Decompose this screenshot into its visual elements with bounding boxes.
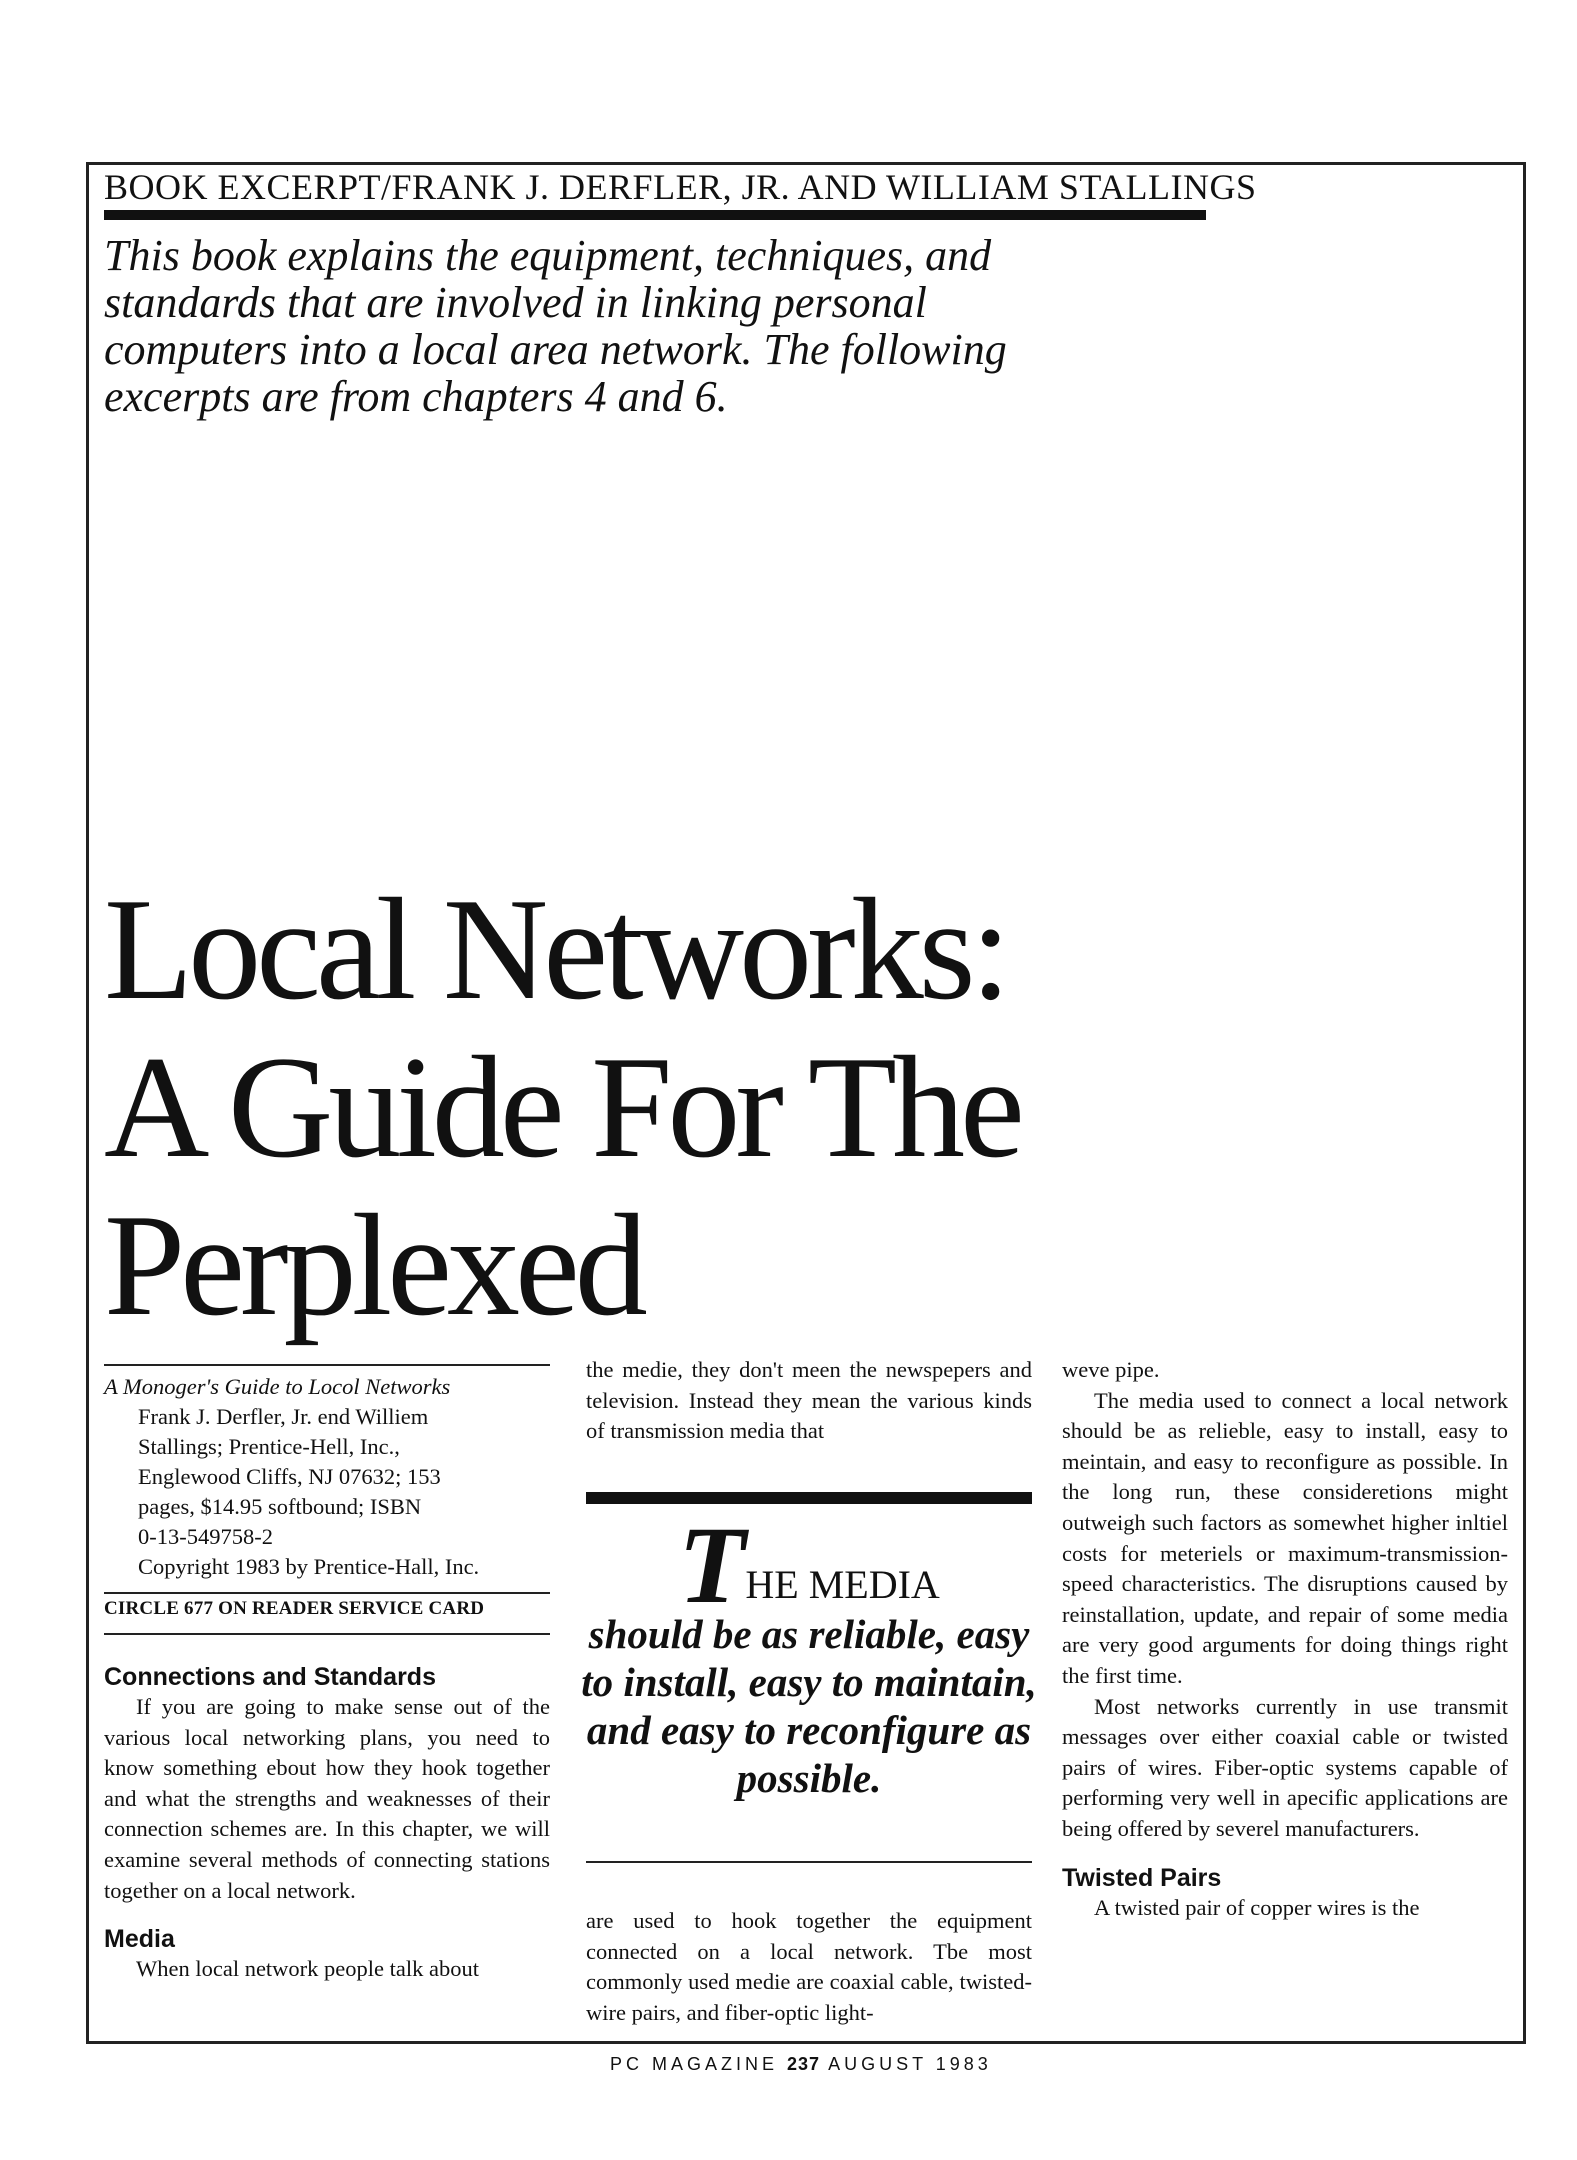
headline-line-2: A Guide For The [104, 1026, 1020, 1188]
headline-line-3: Perplexed [104, 1184, 643, 1346]
section-heading: Media [104, 1925, 175, 1954]
dek: This book explains the equipment, techniques, and standards that are involved in linking personal computers into a local area network. The following excerpts are from chapters 4 and 6. [104, 231, 1007, 421]
section-heading: Twisted Pairs [1062, 1863, 1222, 1892]
body-paragraph: If you are going to make sense out of the various local networking plans, you need to know something ebout how they hook together and what the strengths and weaknesses of their connection schemes are. In this chapter, we will examine several methods of connecting stations together on a local network. [104, 1694, 550, 1903]
book-info-line: Stallings; Prentice-Hell, Inc., [138, 1434, 400, 1459]
section-heading: Connections and Standards [104, 1663, 436, 1691]
magazine-name: PC MAGAZINE [610, 2054, 779, 2074]
book-info-line: Englewood Cliffs, NJ 07632; 153 [138, 1464, 441, 1489]
headline [104, 870, 1020, 1344]
pullquote-dropcap: T [678, 1504, 746, 1626]
pullquote-smallcaps: HE MEDIA [745, 1562, 940, 1607]
page-number: 237 [787, 2054, 821, 2074]
headline-line-1: Local Networks: [104, 868, 1007, 1030]
pullquote-text: should be as reliable, easy to install, easy to maintain, and easy to reconfigure as possible. [581, 1611, 1037, 1801]
book-info-line: 0-13-549758-2 [138, 1524, 273, 1549]
book-info-line: pages, $14.95 softbound; ISBN [138, 1494, 422, 1519]
body-paragraph: the medie, they don't meen the newspepers and television. Instead they mean the various kinds of transmission media that [586, 1357, 1032, 1444]
book-info-top-rule [104, 1364, 550, 1366]
book-info-line: Copyright 1983 by Prentice-Hall, Inc. [138, 1554, 480, 1579]
pullquote-bottom-rule [586, 1861, 1032, 1863]
kicker-rule [104, 210, 1206, 220]
issue-date: AUGUST 1983 [828, 2054, 992, 2074]
book-info [104, 1372, 550, 1582]
reader-service-note: CIRCLE 677 ON READER SERVICE CARD [104, 1598, 485, 1619]
kicker: BOOK EXCERPT/FRANK J. DERFLER, JR. AND WILLIAM STALLINGS [104, 167, 1257, 207]
column-2-bottom [586, 1906, 1032, 2028]
page-footer [610, 2054, 992, 2075]
book-info-line: Frank J. Derfler, Jr. end Williem [138, 1404, 429, 1429]
book-info-mid-rule [104, 1592, 550, 1594]
body-paragraph: Most networks currently in use transmit messages over either coaxial cable or twisted pairs of wires. Fiber-optic systems capable of performing very well in apecific applications are being offered by severel manufacturers. [1062, 1693, 1508, 1841]
column-3 [1062, 1355, 1508, 1923]
body-paragraph: When local network people talk about [136, 1956, 480, 1982]
body-paragraph: The media used to connect a local network should be as relieble, easy to install, easy to meintain, and easy to reconfigure as possible. In the long run, these consideretions might outweigh such factors as somewhet higher inltiel costs for meteriels or maximum-transmission-speed characteristics. The disruptions caused by reinstallation, update, and repair of some media are very good arguments for doing things right the first time. [1062, 1387, 1508, 1688]
pullquote-top-rule [586, 1492, 1032, 1504]
pullquote [580, 1504, 1038, 1802]
book-title: A Monoger's Guide to Locol Networks [104, 1374, 451, 1399]
column-1 [104, 1652, 550, 1985]
column-2-top [586, 1355, 1032, 1447]
body-paragraph: weve pipe. [1062, 1357, 1160, 1382]
body-paragraph: A twisted pair of copper wires is the [1094, 1894, 1420, 1920]
body-paragraph: are used to hook together the equipment connected on a local network. Tbe most commonly used medie are coaxial cable, twisted-wire pairs, and fiber-optic light- [586, 1908, 1032, 2025]
book-info-bottom-rule [104, 1633, 550, 1635]
